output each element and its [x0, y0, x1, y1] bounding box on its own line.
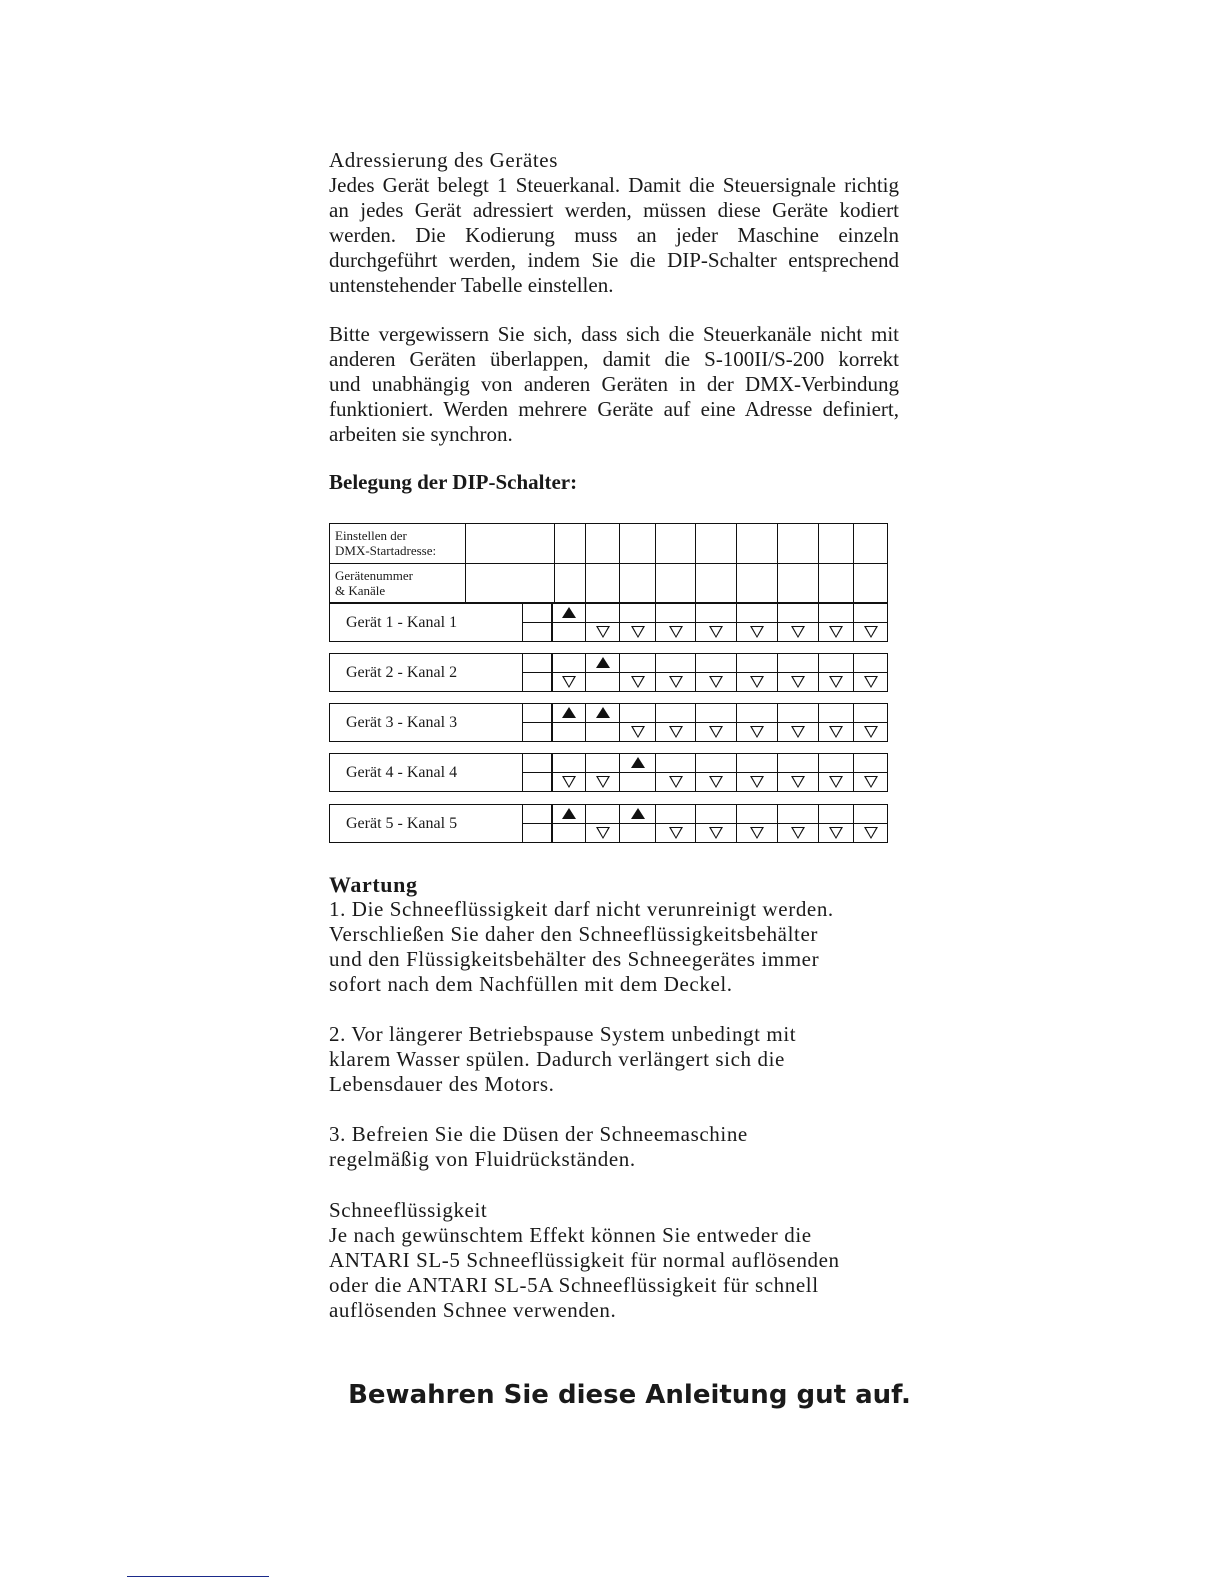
maintenance-line: Verschließen Sie daher den Schneeflüssigkeitsbehälter — [329, 922, 818, 946]
switch-off-arrow-icon — [791, 726, 805, 738]
header-grid-cell — [736, 523, 778, 564]
fluid-line: Je nach gewünschtem Effekt können Sie entweder die — [329, 1223, 812, 1247]
switch-cell — [736, 703, 778, 723]
switch-cell — [736, 753, 778, 773]
fluid-line: auflösenden Schnee verwenden. — [329, 1298, 617, 1322]
switch-cell — [522, 823, 553, 843]
header-grid-cell — [777, 563, 819, 603]
header-grid-cell — [465, 563, 555, 603]
switch-off-arrow-icon — [791, 626, 805, 638]
switch-off-arrow-icon — [562, 676, 576, 688]
header-grid-cell — [777, 523, 819, 564]
switch-on-arrow-icon — [631, 757, 645, 768]
overlap-section — [329, 322, 899, 447]
switch-cell — [522, 653, 553, 673]
switch-off-arrow-icon — [709, 827, 723, 839]
switch-off-arrow-icon — [596, 626, 610, 638]
switch-cell — [695, 703, 737, 723]
switch-on-arrow-icon — [562, 607, 576, 618]
header-device-number — [329, 563, 466, 603]
maintenance-line: und den Flüssigkeitsbehälter des Schneegerätes immer — [329, 947, 820, 971]
switch-cell — [777, 653, 819, 673]
header-grid-cell — [853, 563, 888, 603]
maintenance-heading: Wartung — [329, 872, 418, 897]
switch-cell — [853, 603, 888, 623]
addressing-section — [329, 148, 899, 298]
switch-off-arrow-icon — [864, 776, 878, 788]
switch-cell — [522, 772, 553, 792]
switch-cell — [585, 804, 620, 824]
header-device-line1: Gerätenummer — [335, 568, 413, 583]
switch-cell — [522, 804, 553, 824]
switch-cell — [522, 703, 553, 723]
switch-cell — [551, 823, 586, 843]
switch-cell — [585, 753, 620, 773]
switch-cell — [522, 603, 553, 623]
overlap-line: funktioniert. Werden mehrere Geräte auf eine Adresse definiert, — [329, 397, 899, 421]
switch-off-arrow-icon — [829, 827, 843, 839]
switch-off-arrow-icon — [791, 676, 805, 688]
switch-cell — [695, 804, 737, 824]
switch-off-arrow-icon — [864, 827, 878, 839]
dip-switch-table — [329, 523, 895, 843]
switch-cell — [777, 603, 819, 623]
header-grid-cell — [585, 563, 620, 603]
switch-cell — [655, 753, 696, 773]
switch-cell — [551, 722, 586, 742]
header-grid-cell — [585, 523, 620, 564]
switch-cell — [736, 804, 778, 824]
header-start-line2: DMX-Startadresse: — [335, 543, 437, 558]
header-start-line1: Einstellen der — [335, 528, 407, 543]
switch-cell — [695, 753, 737, 773]
switch-off-arrow-icon — [631, 726, 645, 738]
switch-off-arrow-icon — [709, 626, 723, 638]
fluid-heading: Schneeflüssigkeit — [329, 1198, 488, 1222]
switch-off-arrow-icon — [791, 827, 805, 839]
switch-cell — [619, 603, 656, 623]
addressing-line: werden. Die Kodierung muss an jeder Maschine einzeln — [329, 223, 899, 247]
switch-cell — [853, 753, 888, 773]
closing-note: Bewahren Sie diese Anleitung gut auf. — [348, 1380, 911, 1410]
switch-cell — [655, 804, 696, 824]
switch-on-arrow-icon — [596, 707, 610, 718]
dip-heading: Belegung der DIP-Schalter: — [329, 470, 578, 494]
maintenance-line: Lebensdauer des Motors. — [329, 1072, 555, 1096]
maintenance-line: 1. Die Schneeflüssigkeit darf nicht verunreinigt werden. — [329, 897, 834, 921]
maintenance-line: regelmäßig von Fluidrückständen. — [329, 1147, 636, 1171]
fluid-section — [329, 1198, 899, 1323]
overlap-line: arbeiten sie synchron. — [329, 422, 513, 446]
switch-cell — [777, 804, 819, 824]
overlap-line: und unabhängig von anderen Geräten in der DMX-Verbindung — [329, 372, 899, 396]
switch-off-arrow-icon — [864, 726, 878, 738]
switch-cell — [522, 622, 553, 642]
switch-cell — [736, 603, 778, 623]
switch-cell — [655, 703, 696, 723]
header-grid-cell — [465, 523, 555, 564]
device-row-label: Gerät 2 - Kanal 2 — [329, 653, 523, 692]
addressing-line: Jedes Gerät belegt 1 Steuerkanal. Damit die Steuersignale richtig — [329, 173, 899, 197]
switch-cell — [619, 703, 656, 723]
switch-cell — [777, 703, 819, 723]
overlap-line: anderen Geräten überlappen, damit die S-100II/S-200 korrekt — [329, 347, 899, 371]
switch-cell — [818, 804, 854, 824]
switch-off-arrow-icon — [829, 776, 843, 788]
switch-on-arrow-icon — [562, 808, 576, 819]
switch-on-arrow-icon — [631, 808, 645, 819]
switch-cell — [522, 672, 553, 692]
switch-off-arrow-icon — [750, 676, 764, 688]
switch-off-arrow-icon — [596, 776, 610, 788]
switch-cell — [585, 672, 620, 692]
header-grid-cell — [619, 523, 656, 564]
switch-cell — [655, 653, 696, 673]
switch-cell — [853, 804, 888, 824]
switch-off-arrow-icon — [709, 726, 723, 738]
switch-off-arrow-icon — [829, 676, 843, 688]
header-grid-cell — [695, 523, 737, 564]
switch-on-arrow-icon — [562, 707, 576, 718]
fluid-line: ANTARI SL-5 Schneeflüssigkeit für normal auflösenden — [329, 1248, 840, 1272]
switch-off-arrow-icon — [709, 776, 723, 788]
switch-cell — [551, 653, 586, 673]
switch-cell — [585, 722, 620, 742]
addressing-line: durchgeführt werden, indem Sie die DIP-Schalter entsprechend — [329, 248, 899, 272]
switch-off-arrow-icon — [562, 776, 576, 788]
header-grid-cell — [655, 523, 696, 564]
switch-cell — [551, 753, 586, 773]
switch-off-arrow-icon — [631, 676, 645, 688]
maintenance-section — [329, 872, 899, 1172]
header-grid-cell — [655, 563, 696, 603]
switch-off-arrow-icon — [669, 626, 683, 638]
switch-off-arrow-icon — [669, 827, 683, 839]
switch-cell — [619, 823, 656, 843]
switch-off-arrow-icon — [669, 726, 683, 738]
maintenance-line: 2. Vor längerer Betriebspause System unbedingt mit — [329, 1022, 797, 1046]
switch-cell — [736, 653, 778, 673]
switch-off-arrow-icon — [864, 626, 878, 638]
switch-cell — [853, 703, 888, 723]
header-grid-cell — [695, 563, 737, 603]
switch-cell — [818, 703, 854, 723]
switch-off-arrow-icon — [829, 726, 843, 738]
header-grid-cell — [818, 523, 854, 564]
switch-off-arrow-icon — [669, 776, 683, 788]
switch-cell — [853, 653, 888, 673]
switch-cell — [585, 603, 620, 623]
switch-off-arrow-icon — [864, 676, 878, 688]
switch-off-arrow-icon — [750, 776, 764, 788]
header-grid-cell — [619, 563, 656, 603]
switch-cell — [818, 753, 854, 773]
switch-cell — [522, 753, 553, 773]
switch-cell — [818, 603, 854, 623]
header-grid-cell — [736, 563, 778, 603]
switch-cell — [695, 603, 737, 623]
switch-off-arrow-icon — [669, 676, 683, 688]
header-grid-cell — [853, 523, 888, 564]
switch-cell — [818, 653, 854, 673]
addressing-line: an jedes Gerät adressiert werden, müssen diese Geräte kodiert — [329, 198, 899, 222]
device-row-label: Gerät 5 - Kanal 5 — [329, 804, 523, 843]
switch-cell — [619, 653, 656, 673]
maintenance-line: klarem Wasser spülen. Dadurch verlängert sich die — [329, 1047, 785, 1071]
switch-off-arrow-icon — [750, 626, 764, 638]
header-device-line2: & Kanäle — [335, 583, 386, 598]
switch-cell — [619, 772, 656, 792]
fluid-line: oder die ANTARI SL-5A Schneeflüssigkeit für schnell — [329, 1273, 819, 1297]
device-row-label: Gerät 4 - Kanal 4 — [329, 753, 523, 792]
switch-cell — [551, 622, 586, 642]
switch-off-arrow-icon — [829, 626, 843, 638]
switch-off-arrow-icon — [750, 726, 764, 738]
switch-off-arrow-icon — [750, 827, 764, 839]
device-row-label: Gerät 1 - Kanal 1 — [329, 603, 523, 642]
overlap-line: Bitte vergewissern Sie sich, dass sich die Steuerkanäle nicht mit — [329, 322, 899, 346]
switch-on-arrow-icon — [596, 657, 610, 668]
addressing-line: untenstehender Tabelle einstellen. — [329, 273, 614, 297]
maintenance-line: sofort nach dem Nachfüllen mit dem Deckel. — [329, 972, 733, 996]
header-grid-cell — [554, 563, 586, 603]
switch-off-arrow-icon — [596, 827, 610, 839]
switch-off-arrow-icon — [631, 626, 645, 638]
switch-cell — [655, 603, 696, 623]
switch-cell — [777, 753, 819, 773]
header-start-address — [329, 523, 466, 564]
header-grid-cell — [818, 563, 854, 603]
addressing-heading: Adressierung des Gerätes — [329, 148, 558, 172]
header-grid-cell — [554, 523, 586, 564]
switch-cell — [522, 722, 553, 742]
switch-off-arrow-icon — [791, 776, 805, 788]
maintenance-line: 3. Befreien Sie die Düsen der Schneemaschine — [329, 1122, 748, 1146]
footer-rule — [127, 1576, 269, 1577]
device-row-label: Gerät 3 - Kanal 3 — [329, 703, 523, 742]
switch-off-arrow-icon — [709, 676, 723, 688]
switch-cell — [695, 653, 737, 673]
